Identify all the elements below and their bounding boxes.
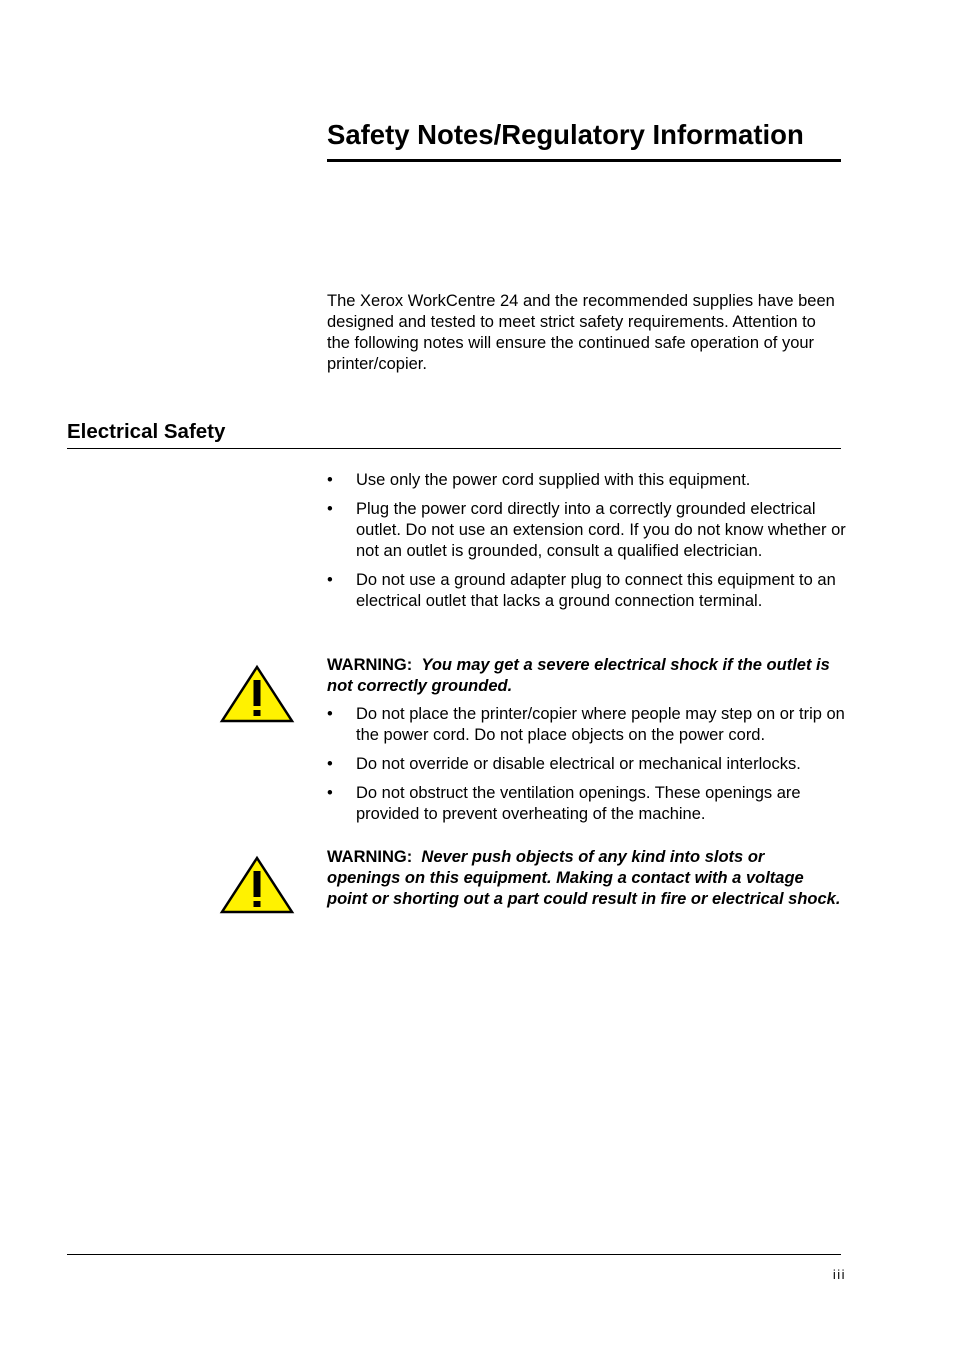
warning-text: Never push objects of any kind into slots or openings on this equipment. Making a contact with a voltage point or shorting out a part could result in fire or electrical shock. — [327, 848, 841, 908]
list-item — [327, 754, 847, 775]
bullet-dot: • — [327, 471, 333, 489]
bullet-list-2 — [327, 704, 847, 833]
list-item — [327, 783, 847, 825]
section-heading: Electrical Safety — [67, 420, 226, 443]
bullet-dot: • — [327, 500, 333, 518]
warning-note-1 — [327, 655, 842, 697]
footer-rule — [67, 1254, 841, 1255]
list-item — [327, 704, 847, 746]
page-number: iii — [832, 1267, 846, 1282]
bullet-dot: • — [327, 571, 333, 589]
list-item-text: Do not place the printer/copier where people may step on or trip on the power cord. Do not place objects on the power cord. — [356, 705, 845, 744]
list-item — [327, 570, 847, 612]
warning-label: WARNING: — [327, 848, 413, 866]
page-title: Safety Notes/Regulatory Information — [327, 119, 804, 150]
list-item-text: Use only the power cord supplied with this equipment. — [356, 471, 751, 489]
title-rule — [327, 159, 841, 162]
list-item — [327, 470, 847, 491]
list-item-text: Do not obstruct the ventilation openings. These openings are provided to prevent overheating of the machine. — [356, 784, 801, 823]
warning-note-2 — [327, 847, 842, 910]
bullet-dot: • — [327, 755, 333, 773]
warning-triangle-icon — [219, 664, 295, 724]
section-rule — [67, 448, 841, 449]
list-item — [327, 499, 847, 562]
bullet-dot: • — [327, 705, 333, 723]
warning-text: You may get a severe electrical shock if the outlet is not correctly grounded. — [327, 656, 830, 695]
intro-paragraph: The Xerox WorkCentre 24 and the recommended supplies have been designed and tested to meet strict safety requirements. Attention to the following notes will ensure the continued safe operation of your printer/copier. — [327, 292, 835, 373]
warning-triangle-icon — [219, 855, 295, 915]
bullet-list-1 — [327, 470, 847, 620]
list-item-text: Do not override or disable electrical or mechanical interlocks. — [356, 755, 801, 773]
bullet-dot: • — [327, 784, 333, 802]
list-item-text: Plug the power cord directly into a correctly grounded electrical outlet. Do not use an extension cord. If you do not know whether or not an outlet is grounded, consult a qualified electrician. — [356, 500, 846, 560]
warning-label: WARNING: — [327, 656, 413, 674]
list-item-text: Do not use a ground adapter plug to connect this equipment to an electrical outlet that lacks a ground connection terminal. — [356, 571, 836, 610]
